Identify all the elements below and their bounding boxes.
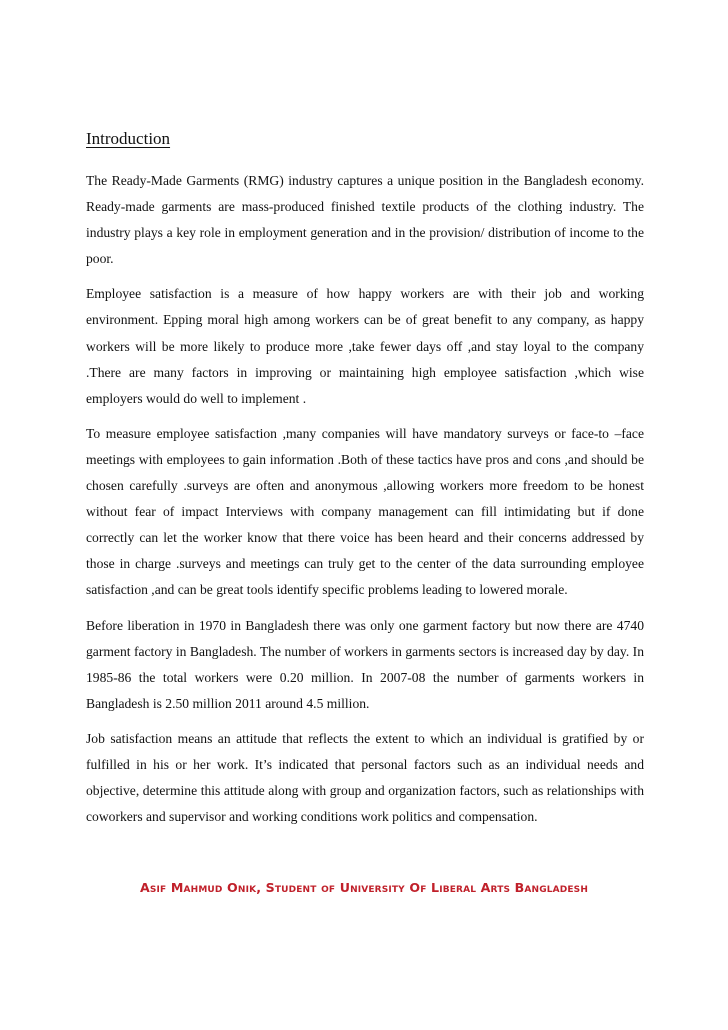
author-footer: Asif Mahmud Onik, Student of University Of Liberal Arts Bangladesh: [139, 880, 588, 895]
paragraph-employee-satisfaction: Employee satisfaction is a measure of how happy workers are with their job and working environment. Epping moral high among workers can be of great benefit to any company, as happy workers will be more likely to produce more ,take fewer days off ,and stay loyal to the company .There are many factors in improving or maintaining high employee satisfaction ,which wise employers would do well to implement .: [86, 286, 644, 406]
paragraph-garment-history: Before liberation in 1970 in Bangladesh there was only one garment factory but now there are 4740 garment factory in Bangladesh. The number of workers in garments sectors is increased day by day. In 1985-86 the total workers were 0.20 million. In 2007-08 the number of garments workers in Bangladesh is 2.50 million 2011 around 4.5 million.: [86, 617, 644, 711]
section-heading: Introduction: [86, 129, 171, 148]
document-body: [86, 126, 644, 839]
paragraph-job-satisfaction: Job satisfaction means an attitude that reflects the extent to which an individual is gratified by or fulfilled in his or her work. It’s indicated that personal factors such as an individual needs and objective, determine this attitude along with group and organization factors, such as relationships with coworkers and supervisor and working conditions work politics and compensation.: [86, 730, 644, 825]
paragraph-rmg-industry: The Ready-Made Garments (RMG) industry captures a unique position in the Bangladesh economy. Ready-made garments are mass-produced finished textile products of the clothing industry. The industry plays a key role in employment generation and in the provision/ distribution of income to the poor.: [86, 173, 644, 267]
paragraph-measuring-satisfaction: To measure employee satisfaction ,many companies will have mandatory surveys or face-to –face meetings with employees to gain information .Both of these tactics have pros and cons ,and should be chosen carefully .surveys are often and anonymous ,allowing workers more freedom to be honest without fear of impact Interviews with company management can fill intimidating but if done correctly can let the worker know that there voice has been heard and their concerns addressed by those in charge .surveys and meetings can truly get to the center of the data surrounding employee satisfaction ,and can be great tools identify specific problems leading to lowered morale.: [86, 425, 644, 598]
